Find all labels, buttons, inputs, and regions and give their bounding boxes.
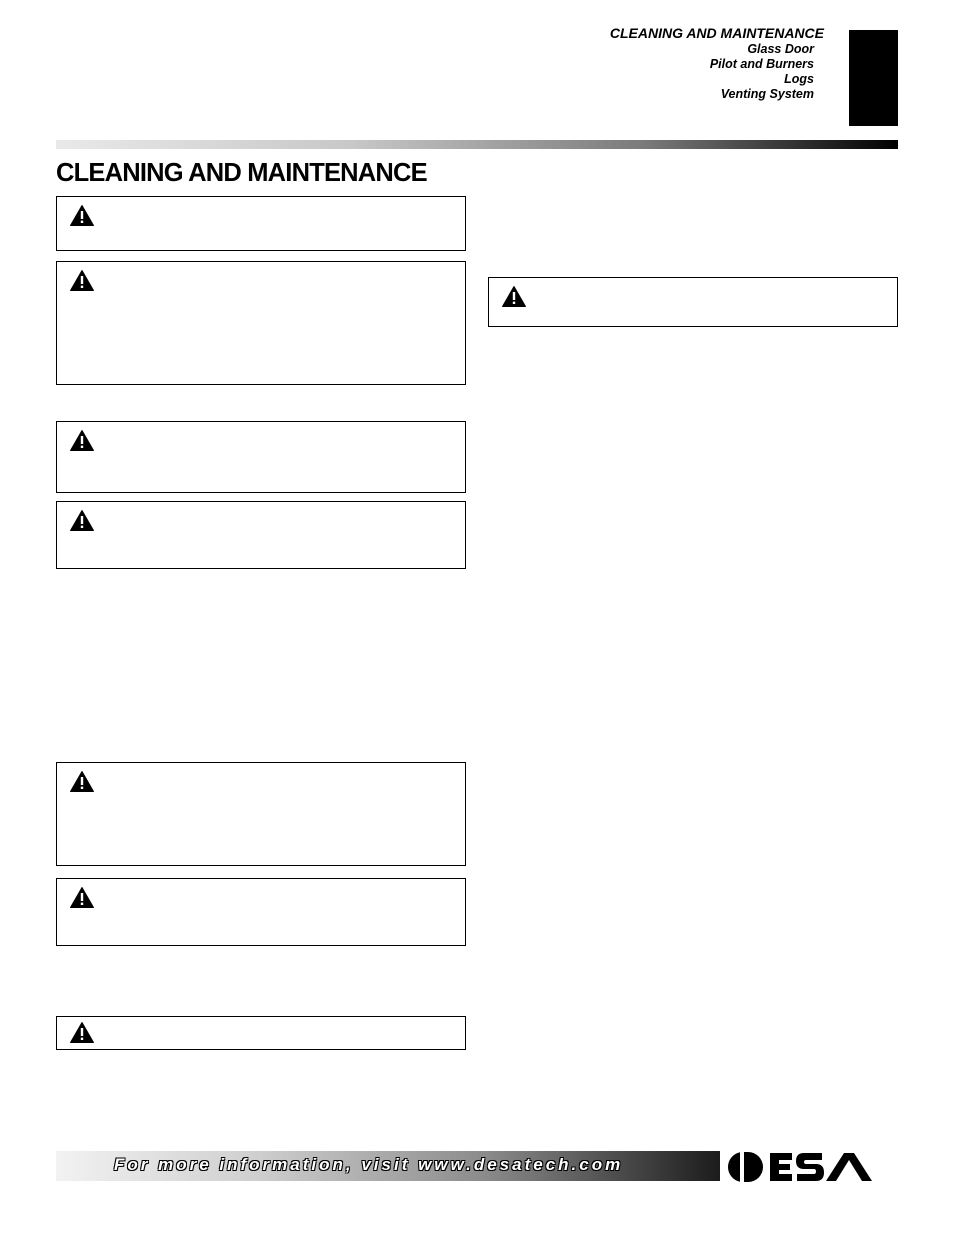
warning-triangle-icon bbox=[70, 510, 94, 531]
warning-box-2 bbox=[56, 261, 466, 385]
toc-item-pilot-burners: Pilot and Burners bbox=[709, 57, 814, 71]
page-title: CLEANING AND MAINTENANCE bbox=[56, 159, 427, 187]
warning-triangle-icon bbox=[70, 270, 94, 291]
warning-box-3 bbox=[56, 421, 466, 493]
toc-section-title: CLEANING AND MAINTENANCE bbox=[609, 25, 824, 41]
warning-box-7 bbox=[56, 1016, 466, 1050]
toc-item-logs: Logs bbox=[784, 72, 814, 86]
section-tab-marker bbox=[849, 30, 898, 126]
desa-logo-icon bbox=[726, 1150, 900, 1184]
warning-box-6 bbox=[56, 878, 466, 946]
warning-box-4 bbox=[56, 501, 466, 569]
warning-box-8 bbox=[488, 277, 898, 327]
warning-triangle-icon bbox=[70, 430, 94, 451]
toc-item-venting: Venting System bbox=[720, 87, 814, 101]
warning-triangle-icon bbox=[70, 887, 94, 908]
warning-triangle-icon bbox=[70, 771, 94, 792]
header-toc bbox=[610, 24, 824, 102]
warning-box-5 bbox=[56, 762, 466, 866]
footer-website-text[interactable]: For more information, visit www.desatech.com bbox=[114, 1155, 624, 1174]
toc-item-glass-door: Glass Door bbox=[747, 42, 814, 56]
warning-triangle-icon bbox=[70, 205, 94, 226]
warning-triangle-icon bbox=[70, 1022, 94, 1043]
warning-triangle-icon bbox=[502, 286, 526, 307]
header-rule bbox=[56, 140, 898, 149]
warning-box-1 bbox=[56, 196, 466, 251]
